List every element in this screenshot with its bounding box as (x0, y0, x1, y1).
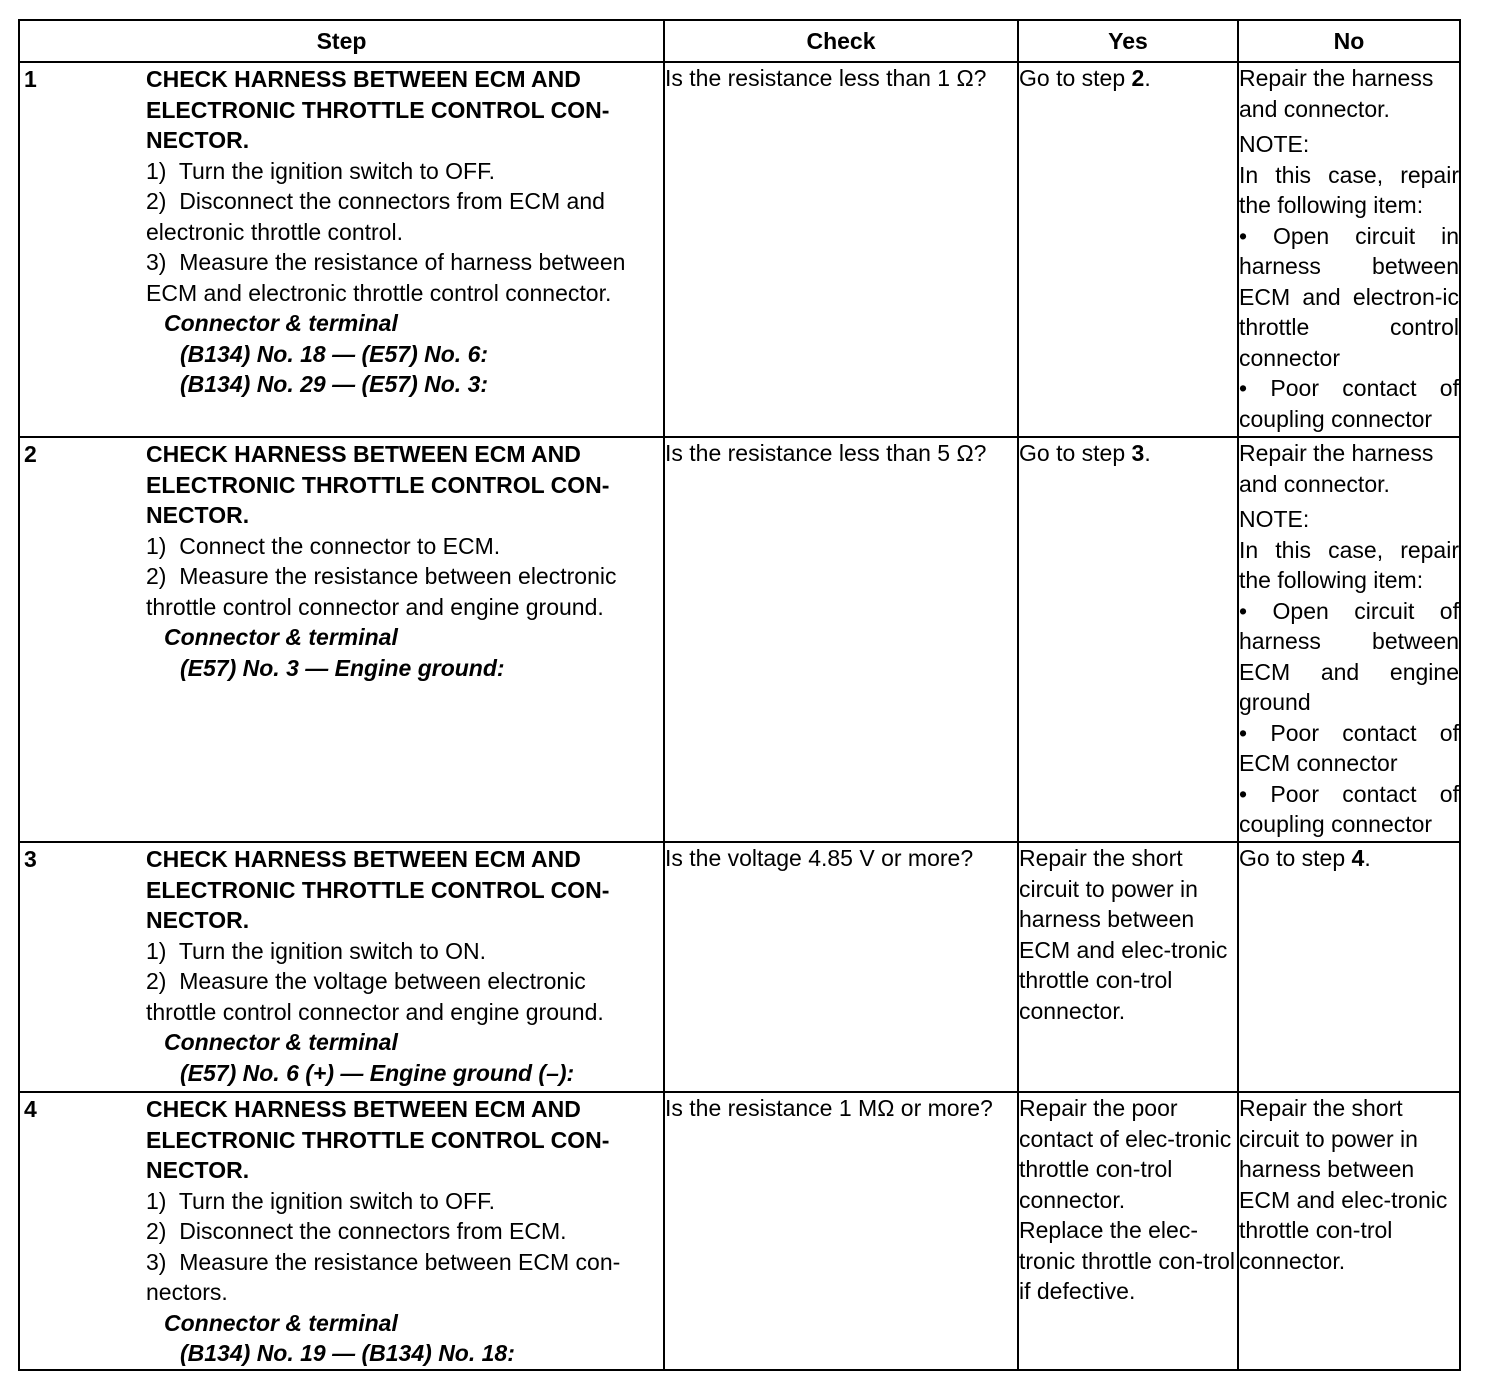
header-row (19, 20, 1460, 62)
table-row (19, 1092, 1460, 1370)
step-cell (19, 62, 664, 437)
header-no: No (1238, 20, 1460, 62)
substep: 1) Connect the connector to ECM. (146, 532, 501, 559)
step-cell (19, 437, 664, 842)
yes-cell (1018, 437, 1238, 842)
connector-terminal: (E57) No. 3 — Engine ground: (180, 654, 505, 681)
diagnostic-table (18, 19, 1461, 1371)
step-number: 4 (24, 1096, 37, 1122)
substep: 2) Disconnect the connectors from ECM. (146, 1218, 567, 1244)
no-cell: Repair the short circuit to power in harness between ECM and elec-tronic throttle con-trol connector. (1238, 1092, 1460, 1370)
note-intro: In this case, repair the following item: (1239, 536, 1459, 593)
table-row (19, 842, 1460, 1092)
substep: 2) Measure the resistance between electronic throttle control connector and engine ground. (146, 563, 623, 620)
header-check: Check (664, 20, 1018, 62)
connector-terminal: (B134) No. 18 — (E57) No. 6: (180, 340, 489, 367)
yes-text: Go to step (1019, 440, 1132, 466)
substep: 1) Turn the ignition switch to ON. (146, 937, 487, 964)
no-main: Repair the harness and connector. (1239, 65, 1434, 122)
no-cell (1238, 62, 1460, 437)
substep: 1) Turn the ignition switch to OFF. (146, 1187, 495, 1214)
connector-heading: Connector & terminal (164, 1029, 398, 1055)
header-step: Step (19, 20, 664, 62)
substep: 3) Measure the resistance of harness between ECM and electronic throttle control connector. (146, 249, 632, 306)
check-cell: Is the voltage 4.85 V or more? (664, 842, 1018, 1092)
step-title: CHECK HARNESS BETWEEN ECM AND ELECTRONIC THROTTLE CONTROL CON-NECTOR. (146, 441, 610, 528)
no-bullet: • Open circuit in harness between ECM and electron-ic throttle control connector (1239, 221, 1459, 374)
yes-text-2: Replace the elec-tronic throttle con-trol if defective. (1019, 1217, 1236, 1304)
substep: 1) Turn the ignition switch to OFF. (146, 157, 495, 184)
check-cell: Is the resistance 1 MΩ or more? (664, 1092, 1018, 1370)
yes-text: Go to step (1019, 65, 1132, 91)
header-yes: Yes (1018, 20, 1238, 62)
no-cell (1238, 437, 1460, 842)
no-step-number: 4 (1351, 845, 1365, 871)
yes-step-number: 3 (1131, 440, 1145, 466)
yes-suffix: . (1144, 65, 1151, 91)
yes-cell: Repair the short circuit to power in harness between ECM and elec-tronic throttle con-trol connector. (1018, 842, 1238, 1092)
no-bullet: • Poor contact of ECM connector (1239, 718, 1459, 779)
table-row (19, 437, 1460, 842)
step-cell (19, 1092, 664, 1370)
no-bullet: • Open circuit of harness between ECM and engine ground (1239, 596, 1459, 718)
connector-terminal: (B134) No. 29 — (E57) No. 3: (180, 371, 489, 397)
no-suffix: . (1364, 845, 1371, 871)
table-row (19, 62, 1460, 437)
connector-heading: Connector & terminal (164, 1309, 398, 1336)
substep: 2) Disconnect the connectors from ECM and electronic throttle control. (146, 188, 612, 245)
connector-terminal: (B134) No. 19 — (B134) No. 18: (180, 1340, 515, 1366)
note-label: NOTE: (1239, 131, 1310, 157)
connector-heading: Connector & terminal (164, 624, 398, 650)
connector-heading: Connector & terminal (164, 310, 398, 336)
yes-cell (1018, 62, 1238, 437)
step-title: CHECK HARNESS BETWEEN ECM AND ELECTRONIC THROTTLE CONTROL CON-NECTOR. (146, 1096, 610, 1183)
step-title: CHECK HARNESS BETWEEN ECM AND ELECTRONIC THROTTLE CONTROL CON-NECTOR. (146, 846, 610, 933)
check-cell: Is the resistance less than 1 Ω? (664, 62, 1018, 437)
yes-step-number: 2 (1131, 65, 1145, 91)
step-cell (19, 842, 664, 1092)
step-number: 2 (24, 441, 37, 467)
no-text: Go to step (1239, 845, 1352, 871)
yes-cell (1018, 1092, 1238, 1370)
substep: 2) Measure the voltage between electronic throttle control connector and engine ground. (146, 968, 604, 1025)
step-number: 1 (24, 66, 37, 92)
no-bullet: • Poor contact of coupling connector (1239, 779, 1459, 840)
substep: 3) Measure the resistance between ECM con-nectors. (146, 1248, 621, 1305)
step-title: CHECK HARNESS BETWEEN ECM AND ELECTRONIC THROTTLE CONTROL CON-NECTOR. (146, 66, 610, 153)
note-intro: In this case, repair the following item: (1239, 161, 1459, 218)
connector-terminal: (E57) No. 6 (+) — Engine ground (–): (180, 1059, 575, 1086)
step-number: 3 (24, 846, 37, 872)
no-main: Repair the harness and connector. (1239, 440, 1434, 497)
note-label: NOTE: (1239, 506, 1310, 532)
yes-text: Repair the poor contact of elec-tronic throttle con-trol connector. (1019, 1095, 1232, 1213)
check-cell: Is the resistance less than 5 Ω? (664, 437, 1018, 842)
no-bullet: • Poor contact of coupling connector (1239, 373, 1459, 434)
yes-suffix: . (1144, 440, 1151, 466)
no-cell (1238, 842, 1460, 1092)
